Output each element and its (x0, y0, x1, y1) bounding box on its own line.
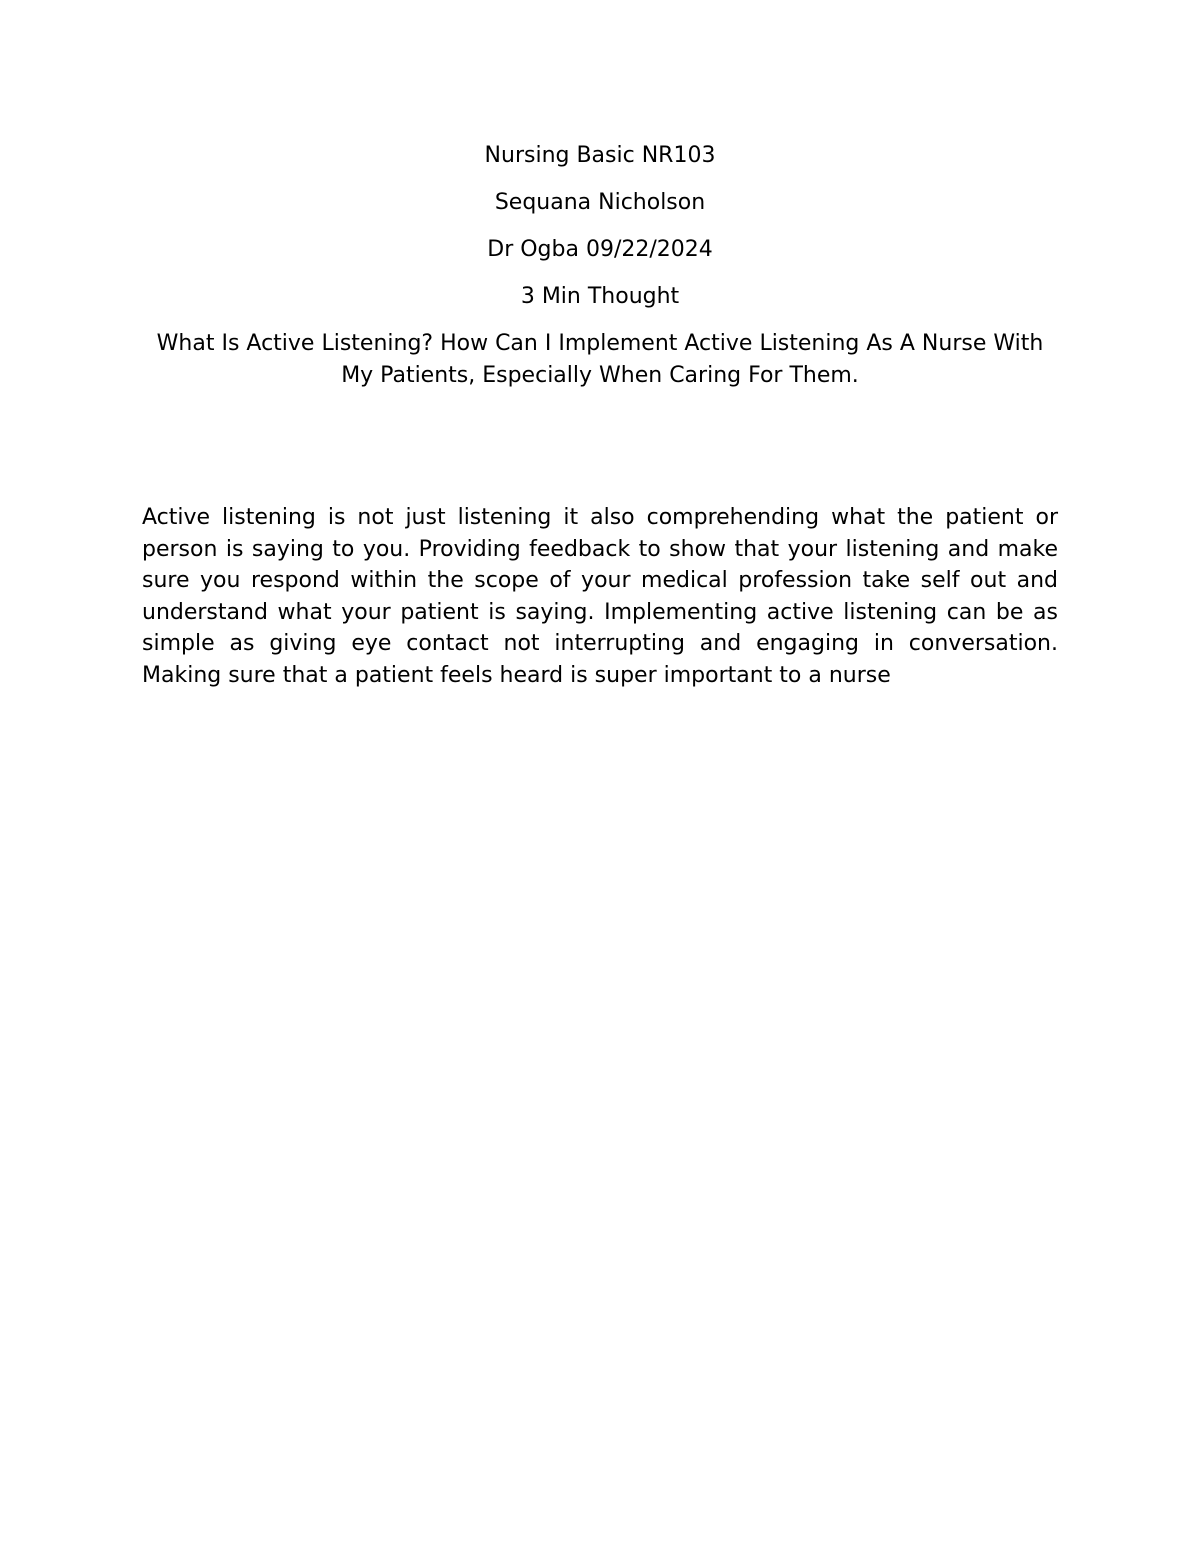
assignment-title: 3 Min Thought (520, 284, 680, 309)
body-paragraph: Active listening is not just listening it also comprehending what the patient or person is saying to you. Providing feedback to show that your listening and make sure you respond within the scope of your medical profession take self out and understand what your patient is saying. Implementing active listening can be as simple as giving eye contact not interrupting and engaging in conversation. Making sure that a patient feels heard is super important to a nurse (142, 505, 1058, 688)
instructor-date: Dr Ogba 09/22/2024 (487, 237, 713, 262)
document-header (140, 140, 1060, 392)
author-name: Sequana Nicholson (494, 190, 706, 215)
essay-question: What Is Active Listening? How Can I Implement Active Listening As A Nurse With My Patients, Especially When Caring For Them. (156, 331, 1044, 388)
course-title: Nursing Basic NR103 (484, 143, 716, 168)
